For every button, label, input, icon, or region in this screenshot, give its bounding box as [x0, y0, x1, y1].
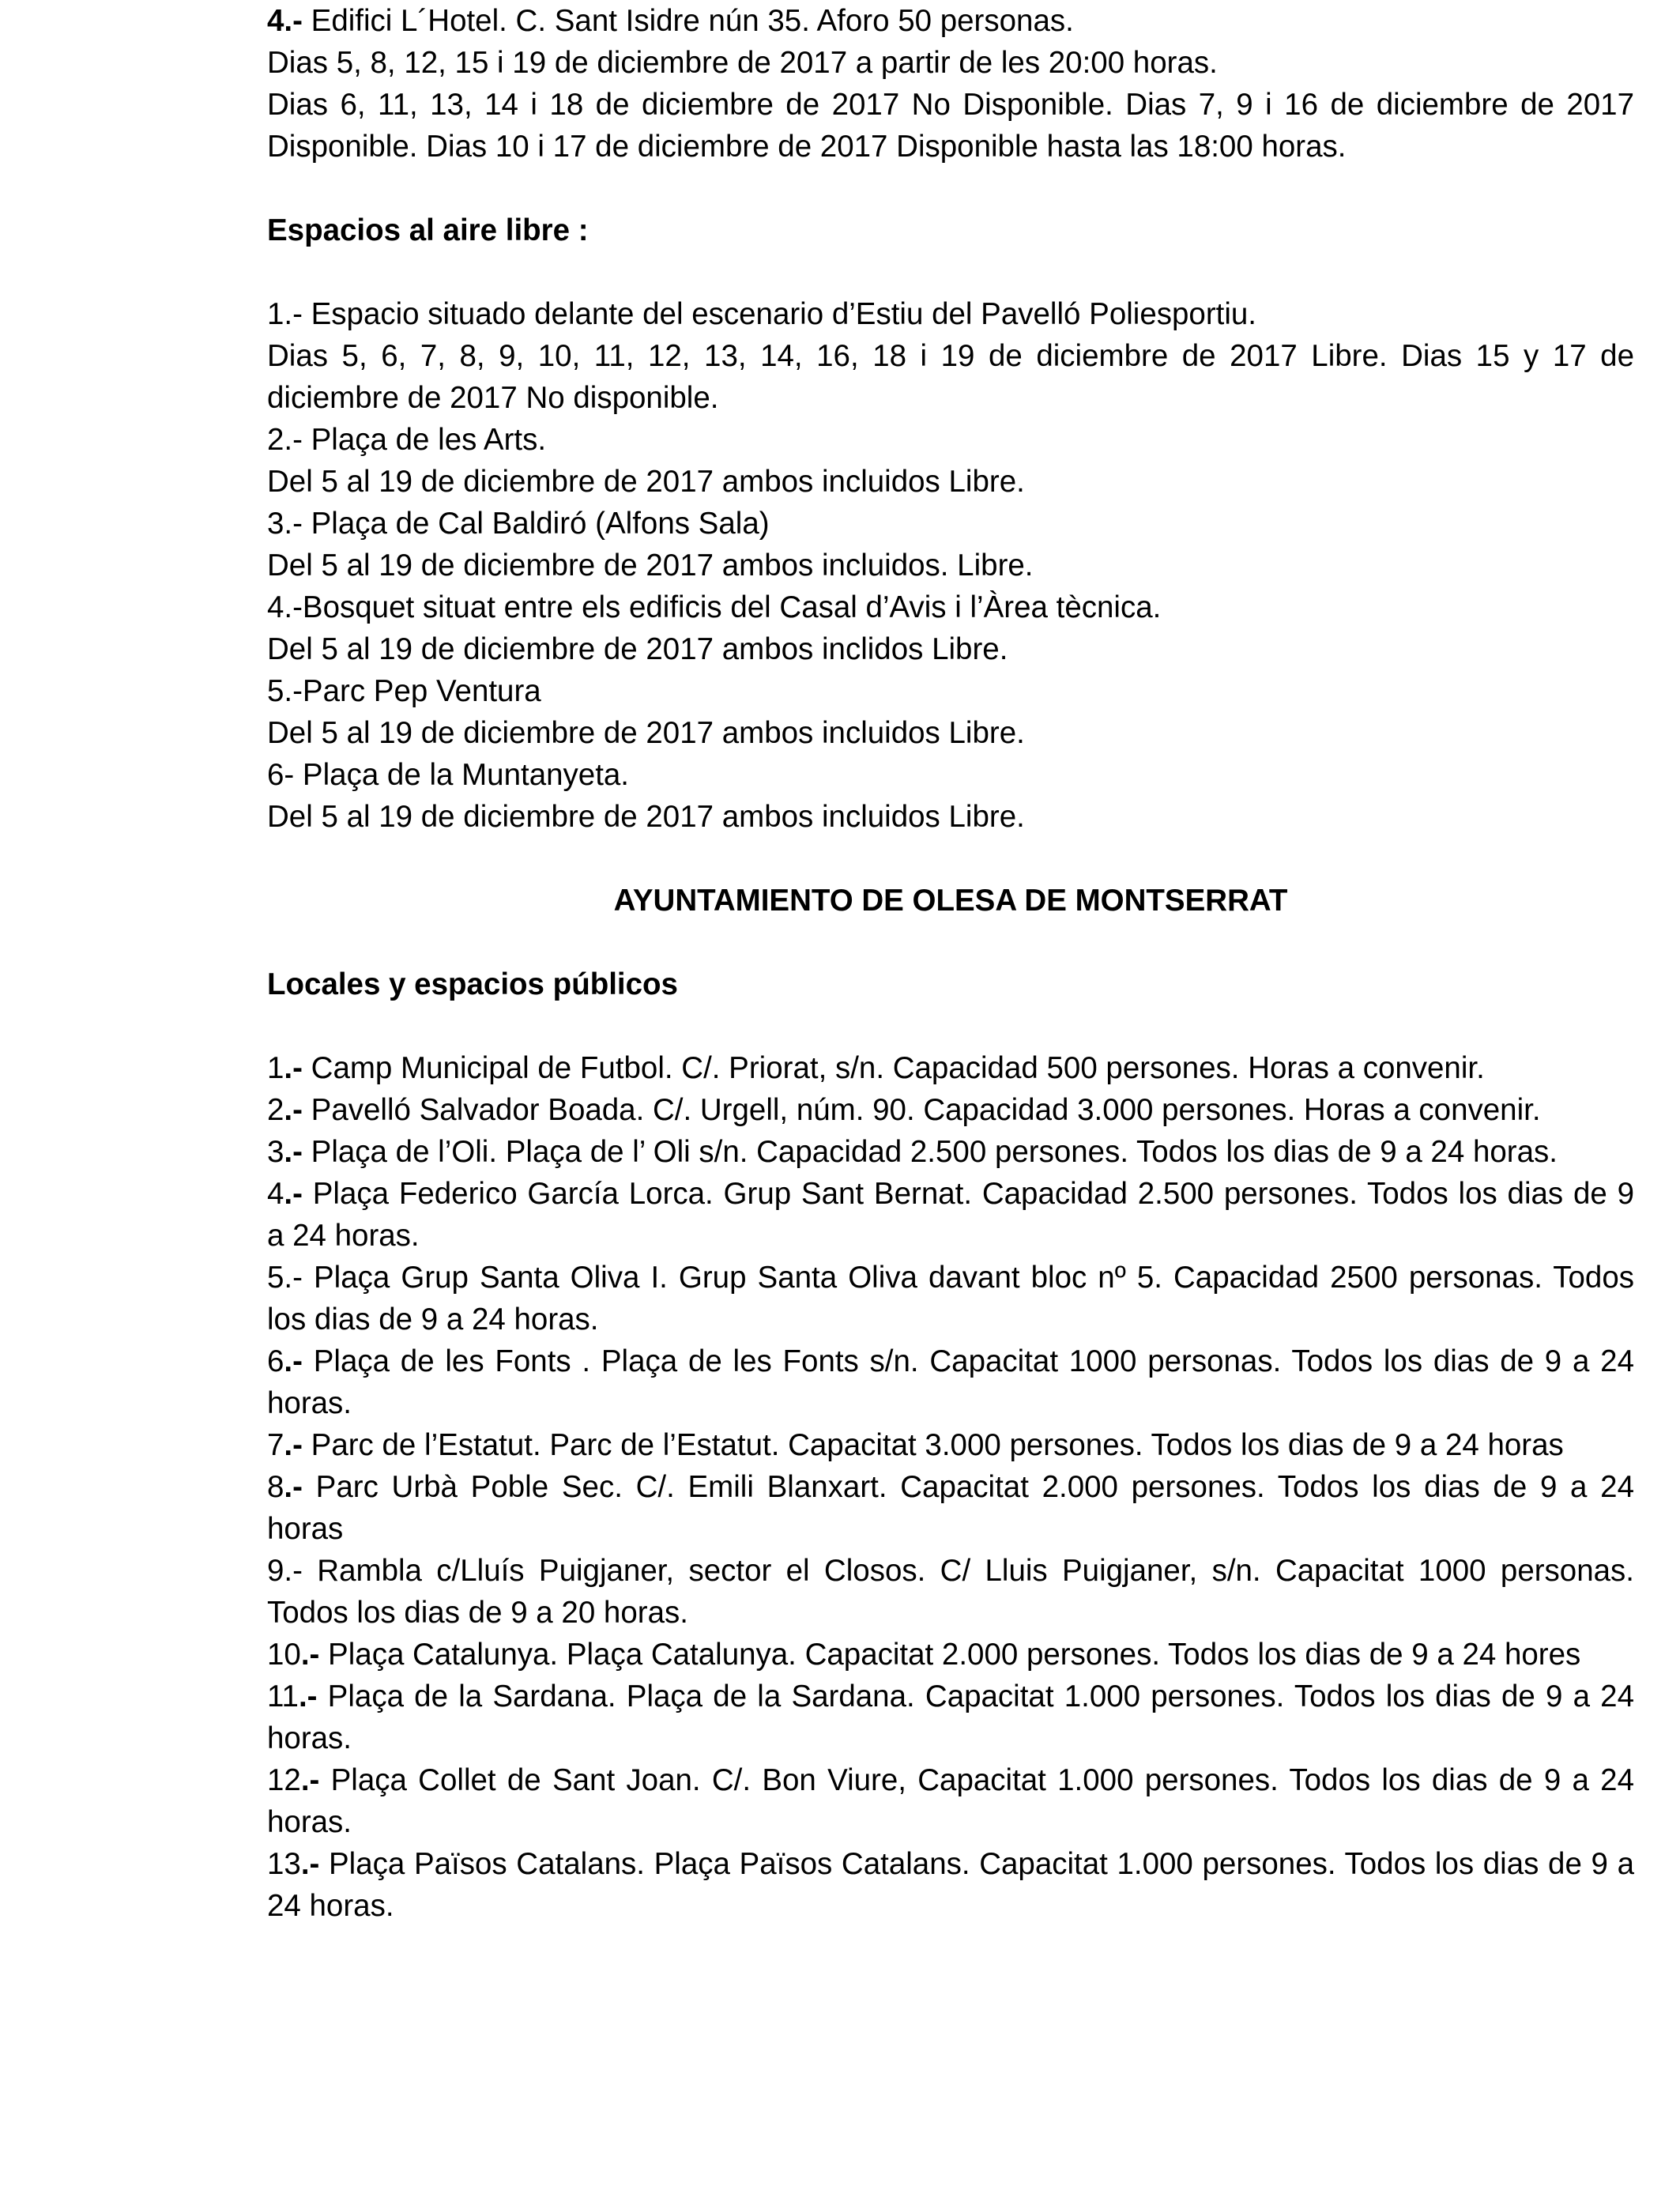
outdoor-heading: Espacios al aire libre :	[267, 213, 589, 247]
item-separator: .-	[300, 1847, 320, 1881]
item-4-schedule: Dias 5, 8, 12, 15 i 19 de diciembre de 2017 a partir de les 20:00 horas.	[267, 46, 1218, 80]
outdoor-line: 3.- Plaça de Cal Baldiró (Alfons Sala)	[267, 507, 770, 541]
item-number: 4	[267, 1177, 284, 1211]
list-item	[267, 1759, 1634, 1843]
spacer	[267, 251, 1634, 293]
outdoor-line: Del 5 al 19 de diciembre de 2017 ambos incluidos Libre.	[267, 716, 1025, 750]
list-item	[267, 1131, 1634, 1173]
outdoor-line: Del 5 al 19 de diciembre de 2017 ambos incluidos Libre.	[267, 800, 1025, 834]
item-text: Parc de l’Estatut. Parc de l’Estatut. Capacitat 3.000 persones. Todos los dias de 9 a 24 horas	[302, 1428, 1564, 1462]
item-separator: .-	[284, 1554, 303, 1588]
item-number: 6	[267, 1344, 284, 1378]
item-text: Parc Urbà Poble Sec. C/. Emili Blanxart. Capacitat 2.000 persones. Todos los dias de 9 a 24 horas	[267, 1470, 1634, 1546]
item-4-availability: Dias 6, 11, 13, 14 i 18 de diciembre de 2017 No Disponible. Dias 7, 9 i 16 de diciembre de 2017 Disponible. Dias 10 i 17 de diciembre de 2017 Disponible hasta las 18:00 horas.	[267, 88, 1634, 164]
item-separator: .-	[284, 1470, 303, 1504]
outdoor-line: 1.- Espacio situado delante del escenario d’Estiu del Pavelló Poliesportiu.	[267, 297, 1257, 331]
outdoor-line: 6- Plaça de la Muntanyeta.	[267, 758, 629, 792]
list-item	[267, 1466, 1634, 1550]
list-item	[267, 1047, 1634, 1089]
item-separator: .-	[300, 1638, 320, 1672]
item-text: Plaça Federico García Lorca. Grup Sant Bernat. Capacidad 2.500 persones. Todos los dias de 9 a 24 horas.	[267, 1177, 1634, 1253]
item-number: 13	[267, 1847, 301, 1881]
item-separator: .-	[284, 1177, 303, 1211]
item-number: 1	[267, 1051, 284, 1085]
item-text: Plaça de la Sardana. Plaça de la Sardana. Capacitat 1.000 persones. Todos los dias de 9 a 24 horas.	[267, 1679, 1634, 1755]
outdoor-line: 4.-Bosquet situat entre els edificis del Casal d’Avis i l’Àrea tècnica.	[267, 590, 1162, 624]
spacer	[267, 922, 1634, 963]
item-text: Plaça Catalunya. Plaça Catalunya. Capacitat 2.000 persones. Todos los dias de 9 a 24 hores	[319, 1638, 1581, 1672]
spacer	[267, 838, 1634, 880]
item-separator: .-	[284, 1344, 303, 1378]
outdoor-line: 2.- Plaça de les Arts.	[267, 423, 547, 457]
item-separator: .-	[284, 1051, 303, 1085]
item-number: 2	[267, 1093, 284, 1127]
outdoor-line: Del 5 al 19 de diciembre de 2017 ambos inclidos Libre.	[267, 632, 1008, 666]
list-item	[267, 1173, 1634, 1257]
item-separator: .-	[284, 1261, 303, 1295]
item-text: Plaça Collet de Sant Joan. C/. Bon Viure, Capacitat 1.000 persones. Todos los dias de 9 a 24 horas.	[267, 1763, 1634, 1839]
item-4-title	[267, 0, 1634, 42]
item-separator: .-	[284, 1093, 303, 1127]
item-text: Edifici L´Hotel. C. Sant Isidre nún 35. Aforo 50 personas.	[302, 4, 1074, 38]
item-text: Rambla c/Lluís Puigjaner, sector el Closos. C/ Lluis Puigjaner, s/n. Capacitat 1000 personas. Todos los dias de 9 a 20 horas.	[267, 1554, 1634, 1630]
item-number: 5	[267, 1261, 284, 1295]
item-number: 3	[267, 1135, 284, 1169]
item-number: 4.-	[267, 4, 303, 38]
list-item	[267, 1550, 1634, 1634]
list-item	[267, 1424, 1634, 1466]
list-item	[267, 1257, 1634, 1340]
item-separator: .-	[298, 1679, 318, 1713]
item-separator: .-	[284, 1428, 303, 1462]
outdoor-list	[267, 293, 1634, 838]
item-separator: .-	[284, 1135, 303, 1169]
item-text: Plaça de les Fonts . Plaça de les Fonts s/n. Capacitat 1000 personas. Todos los dias de 9 a 24 horas.	[267, 1344, 1634, 1420]
spacer	[267, 1005, 1634, 1047]
item-text: Pavelló Salvador Boada. C/. Urgell, núm. 90. Capacidad 3.000 persones. Horas a convenir.	[302, 1093, 1541, 1127]
list-item	[267, 1089, 1634, 1131]
item-number: 9	[267, 1554, 284, 1588]
municipality-title: AYUNTAMIENTO DE OLESA DE MONTSERRAT	[613, 884, 1288, 918]
list-item	[267, 1676, 1634, 1759]
list-item	[267, 1340, 1634, 1424]
list-item	[267, 1634, 1634, 1676]
list-item	[267, 1843, 1634, 1927]
item-number: 11	[267, 1679, 299, 1713]
outdoor-line: 5.-Parc Pep Ventura	[267, 674, 541, 708]
item-number: 12	[267, 1763, 301, 1797]
document-page	[267, 0, 1634, 1927]
item-text: Plaça Països Catalans. Plaça Països Catalans. Capacitat 1.000 persones. Todos los dias de 9 a 24 horas.	[267, 1847, 1634, 1923]
item-text: Plaça de l’Oli. Plaça de l’ Oli s/n. Capacidad 2.500 persones. Todos los dias de 9 a 24 horas.	[302, 1135, 1558, 1169]
item-number: 10	[267, 1638, 301, 1672]
spacer	[267, 168, 1634, 209]
item-number: 8	[267, 1470, 284, 1504]
locales-list	[267, 1047, 1634, 1927]
outdoor-line: Del 5 al 19 de diciembre de 2017 ambos incluidos. Libre.	[267, 548, 1034, 582]
item-text: Camp Municipal de Futbol. C/. Priorat, s/n. Capacidad 500 persones. Horas a convenir.	[302, 1051, 1485, 1085]
item-separator: .-	[300, 1763, 320, 1797]
item-text: Plaça Grup Santa Oliva I. Grup Santa Oliva davant bloc nº 5. Capacidad 2500 personas. Todos los dias de 9 a 24 horas.	[267, 1261, 1634, 1336]
item-number: 7	[267, 1428, 284, 1462]
outdoor-line: Dias 5, 6, 7, 8, 9, 10, 11, 12, 13, 14, 16, 18 i 19 de diciembre de 2017 Libre. Dias 15 y 17 de diciembre de 2017 No disponible.	[267, 339, 1634, 415]
locales-heading: Locales y espacios públicos	[267, 967, 678, 1001]
outdoor-line: Del 5 al 19 de diciembre de 2017 ambos incluidos Libre.	[267, 465, 1025, 499]
